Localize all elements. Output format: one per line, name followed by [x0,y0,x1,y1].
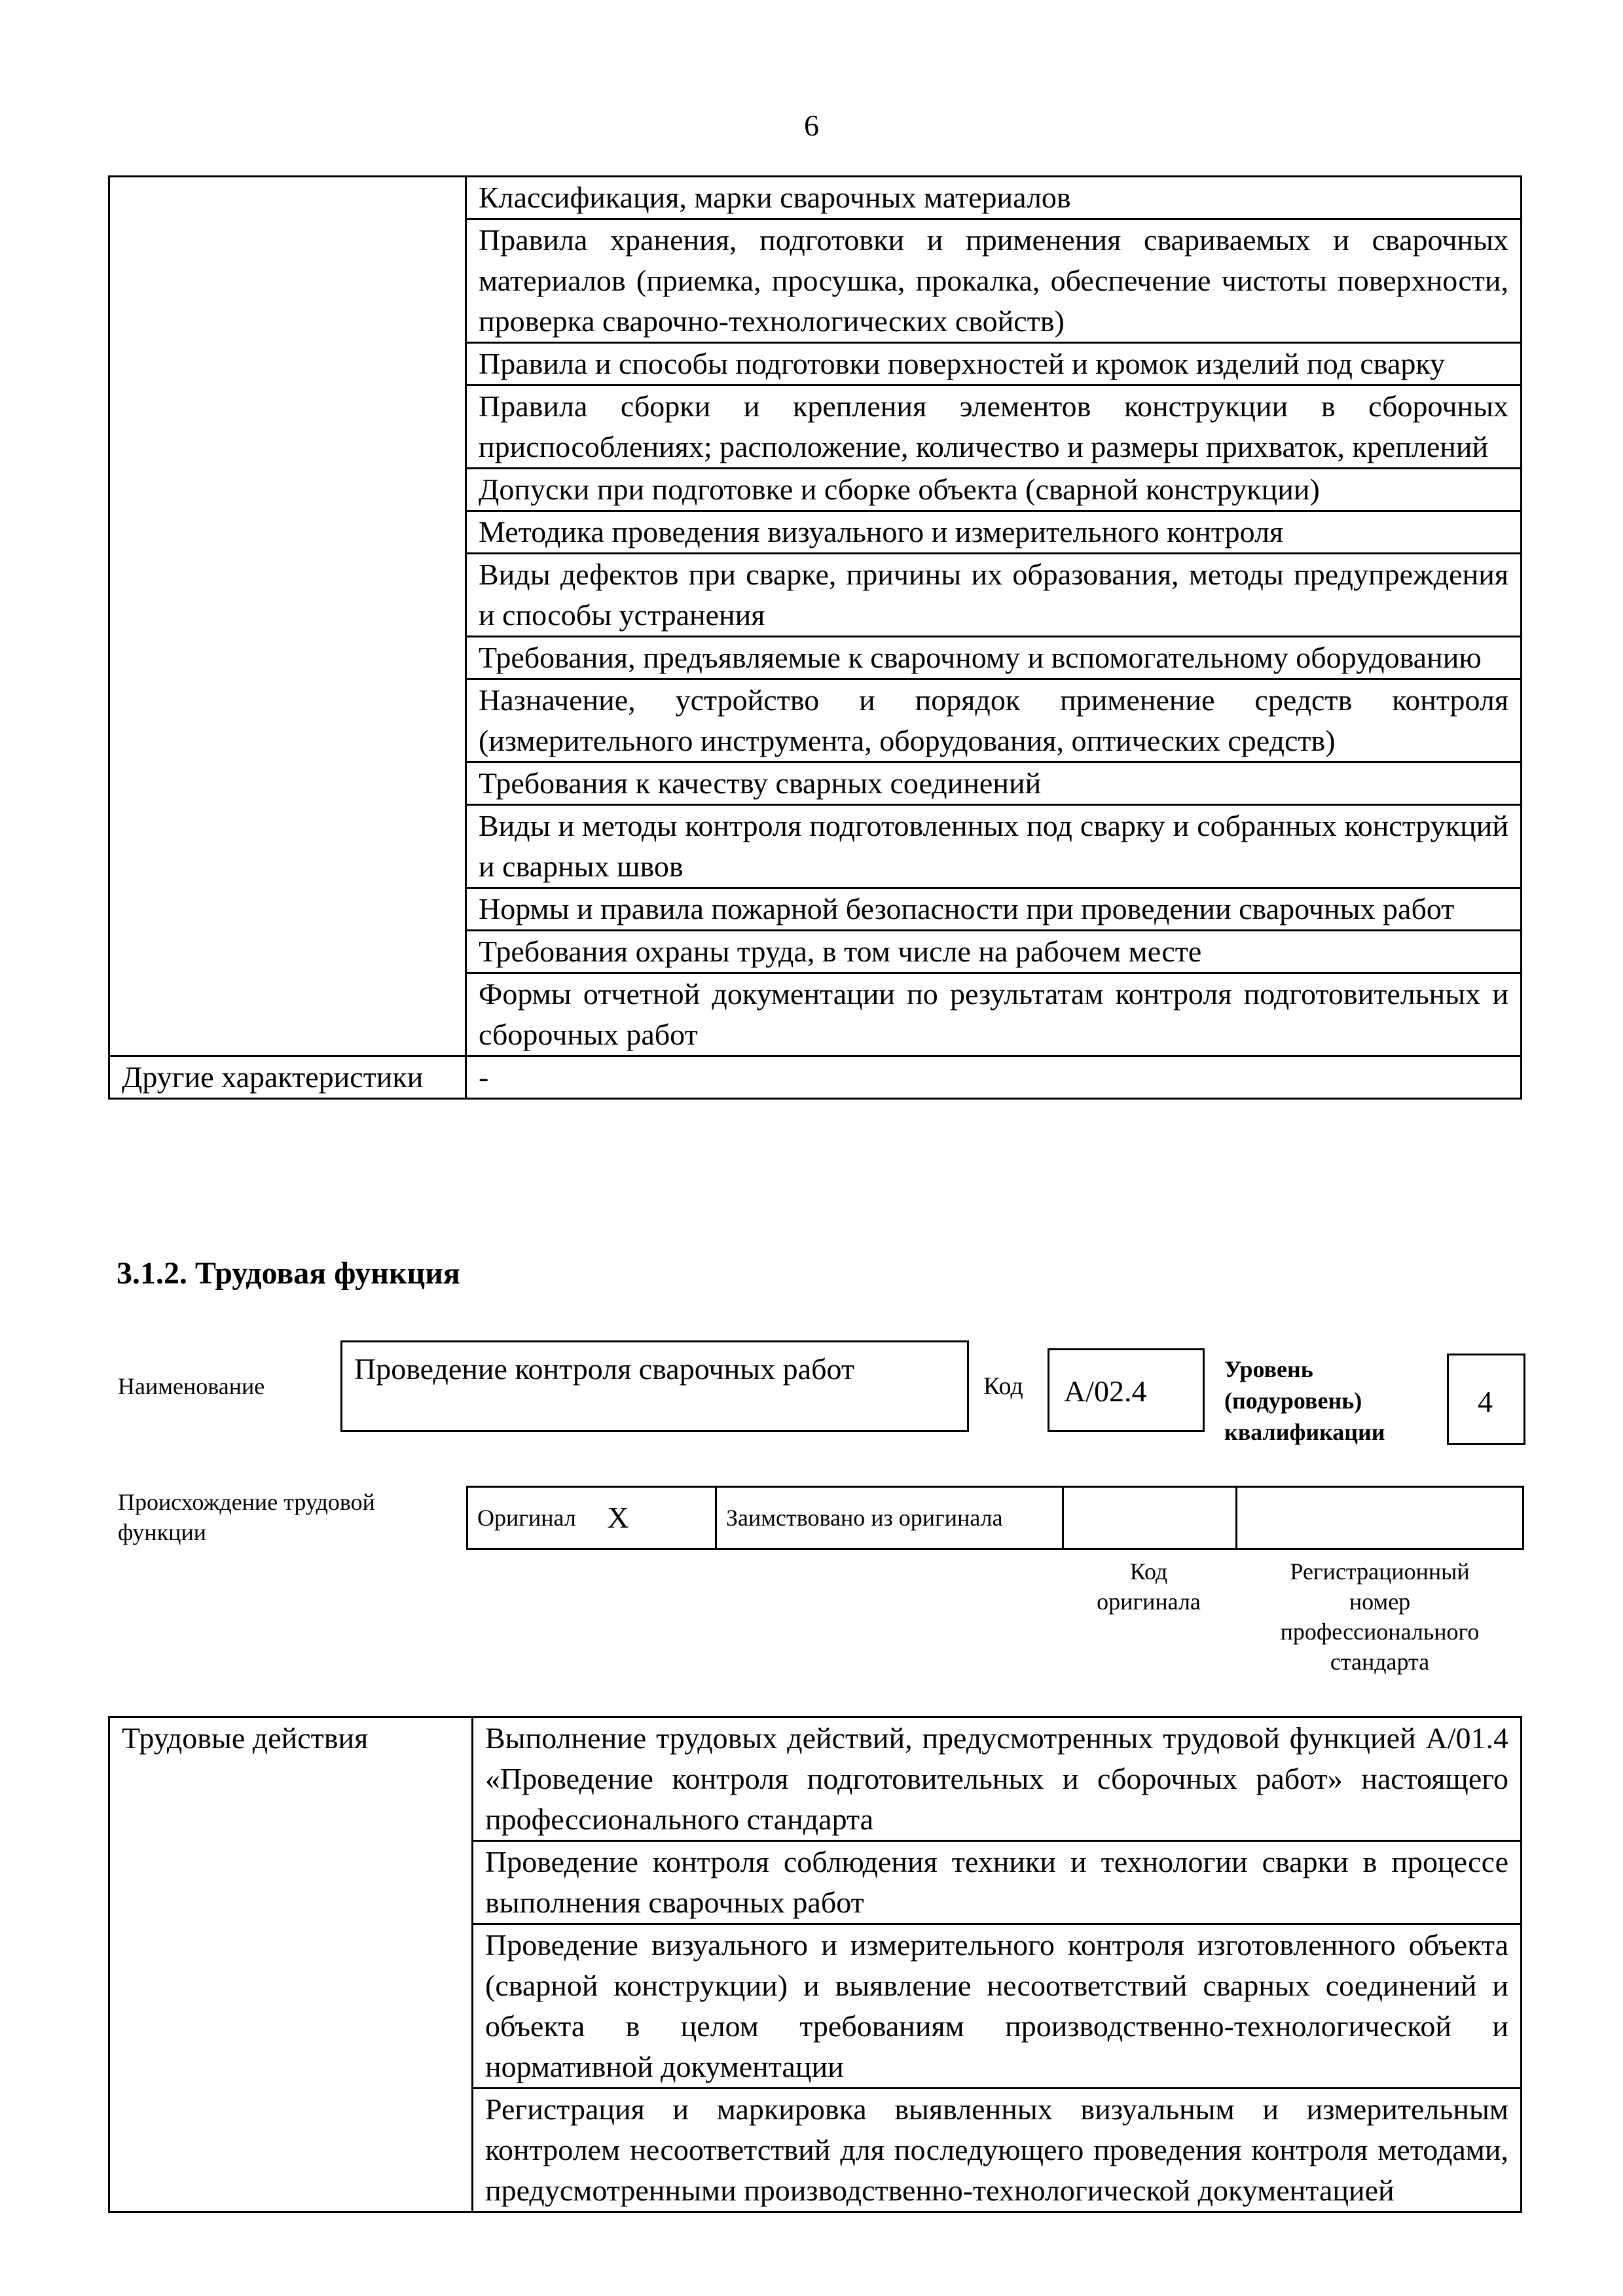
knowledge-item: Правила и способы подготовки поверхностей и кромок изделий под сварку [466,343,1522,386]
knowledge-item: Требования к качеству сварных соединений [466,762,1522,805]
origin-reg-number-cell [1237,1487,1523,1549]
level-value: 4 [1478,1385,1493,1418]
level-label-line: Уровень [1224,1356,1313,1382]
name-label: Наименование [118,1373,265,1399]
level-label [1224,1354,1385,1448]
knowledge-item: Методика проведения визуального и измерительного контроля [466,511,1522,554]
other-characteristics-label: Другие характеристики [109,1056,466,1099]
origin-table [466,1486,1524,1550]
origin-code-caption-line: оригинала [1097,1588,1201,1615]
knowledge-item: Допуски при подготовке и сборке объекта (сварной конструкции) [466,469,1522,511]
knowledge-item: Виды и методы контроля подготовленных под сварку и собранных конструкций и сварных швов [466,805,1522,888]
original-mark: X [598,1487,716,1549]
other-characteristics-value: - [466,1056,1522,1099]
labor-action-item: Выполнение трудовых действий, предусмотренных трудовой функцией А/01.4 «Проведение контроля подготовительных и сборочных работ» настоящего профессионального стандарта [473,1717,1522,1841]
knowledge-item: Классификация, марки сварочных материалов [466,177,1522,219]
knowledge-item: Формы отчетной документации по результатам контроля подготовительных и сборочных работ [466,973,1522,1056]
origin-code-cell [1063,1487,1237,1549]
original-label: Оригинал [467,1487,598,1549]
knowledge-item: Нормы и правила пожарной безопасности при проведении сварочных работ [466,888,1522,931]
level-label-line: (подуровень) [1224,1388,1362,1414]
borrowed-label: Заимствовано из оригинала [716,1487,1063,1549]
page-number: 6 [804,109,819,142]
level-box [1447,1354,1525,1445]
knowledge-label-cell [109,177,466,1056]
knowledge-item: Требования, предъявляемые к сварочному и вспомогательному оборудованию [466,637,1522,679]
reg-number-caption-line: профессионального [1280,1619,1480,1645]
knowledge-item: Требования охраны труда, в том числе на рабочем месте [466,931,1522,973]
knowledge-item: Виды дефектов при сварке, причины их образования, методы предупреждения и способы устранения [466,554,1522,637]
knowledge-item: Назначение, устройство и порядок применение средств контроля (измерительного инструмента, оборудования, оптических средств) [466,679,1522,762]
name-value: Проведение контроля сварочных работ [354,1352,854,1386]
origin-label: Происхождение трудовой функции [118,1489,375,1545]
reg-number-caption-line: Регистрационный [1290,1558,1470,1585]
labor-actions-table [108,1716,1522,2213]
labor-action-item: Проведение контроля соблюдения техники и технологии сварки в процессе выполнения сварочных работ [473,1841,1522,1924]
reg-number-caption [1235,1556,1524,1677]
section-heading: 3.1.2. Трудовая функция [117,1256,460,1291]
code-value: А/02.4 [1064,1374,1147,1408]
knowledge-item: Правила хранения, подготовки и применения свариваемых и сварочных материалов (приемка, просушка, прокалка, обеспечение чистоты поверхности, проверка сварочно-технологических свойств) [466,219,1522,343]
knowledge-table [108,175,1522,1100]
labor-action-item: Проведение визуального и измерительного контроля изготовленного объекта (сварной конструкции) и выявление несоответствий сварных соединений и объекта в целом требованиям производственно-технологической и нормативной документации [473,1924,1522,2089]
code-box [1048,1348,1205,1432]
labor-action-item: Регистрация и маркировка выявленных визуальным и измерительным контролем несоответствий для последующего проведения контроля методами, предусмотренными производственно-технологической документацией [473,2089,1522,2212]
code-label: Код [983,1372,1023,1400]
reg-number-caption-line: номер [1349,1588,1411,1615]
origin-code-caption [1062,1556,1235,1617]
reg-number-caption-line: стандарта [1330,1649,1430,1675]
level-label-line: квалификации [1224,1419,1385,1445]
labor-actions-label: Трудовые действия [109,1717,473,2212]
origin-code-caption-line: Код [1129,1558,1168,1585]
knowledge-item: Правила сборки и крепления элементов конструкции в сборочных приспособлениях; расположение, количество и размеры прихваток, креплений [466,386,1522,469]
name-box [340,1340,969,1432]
